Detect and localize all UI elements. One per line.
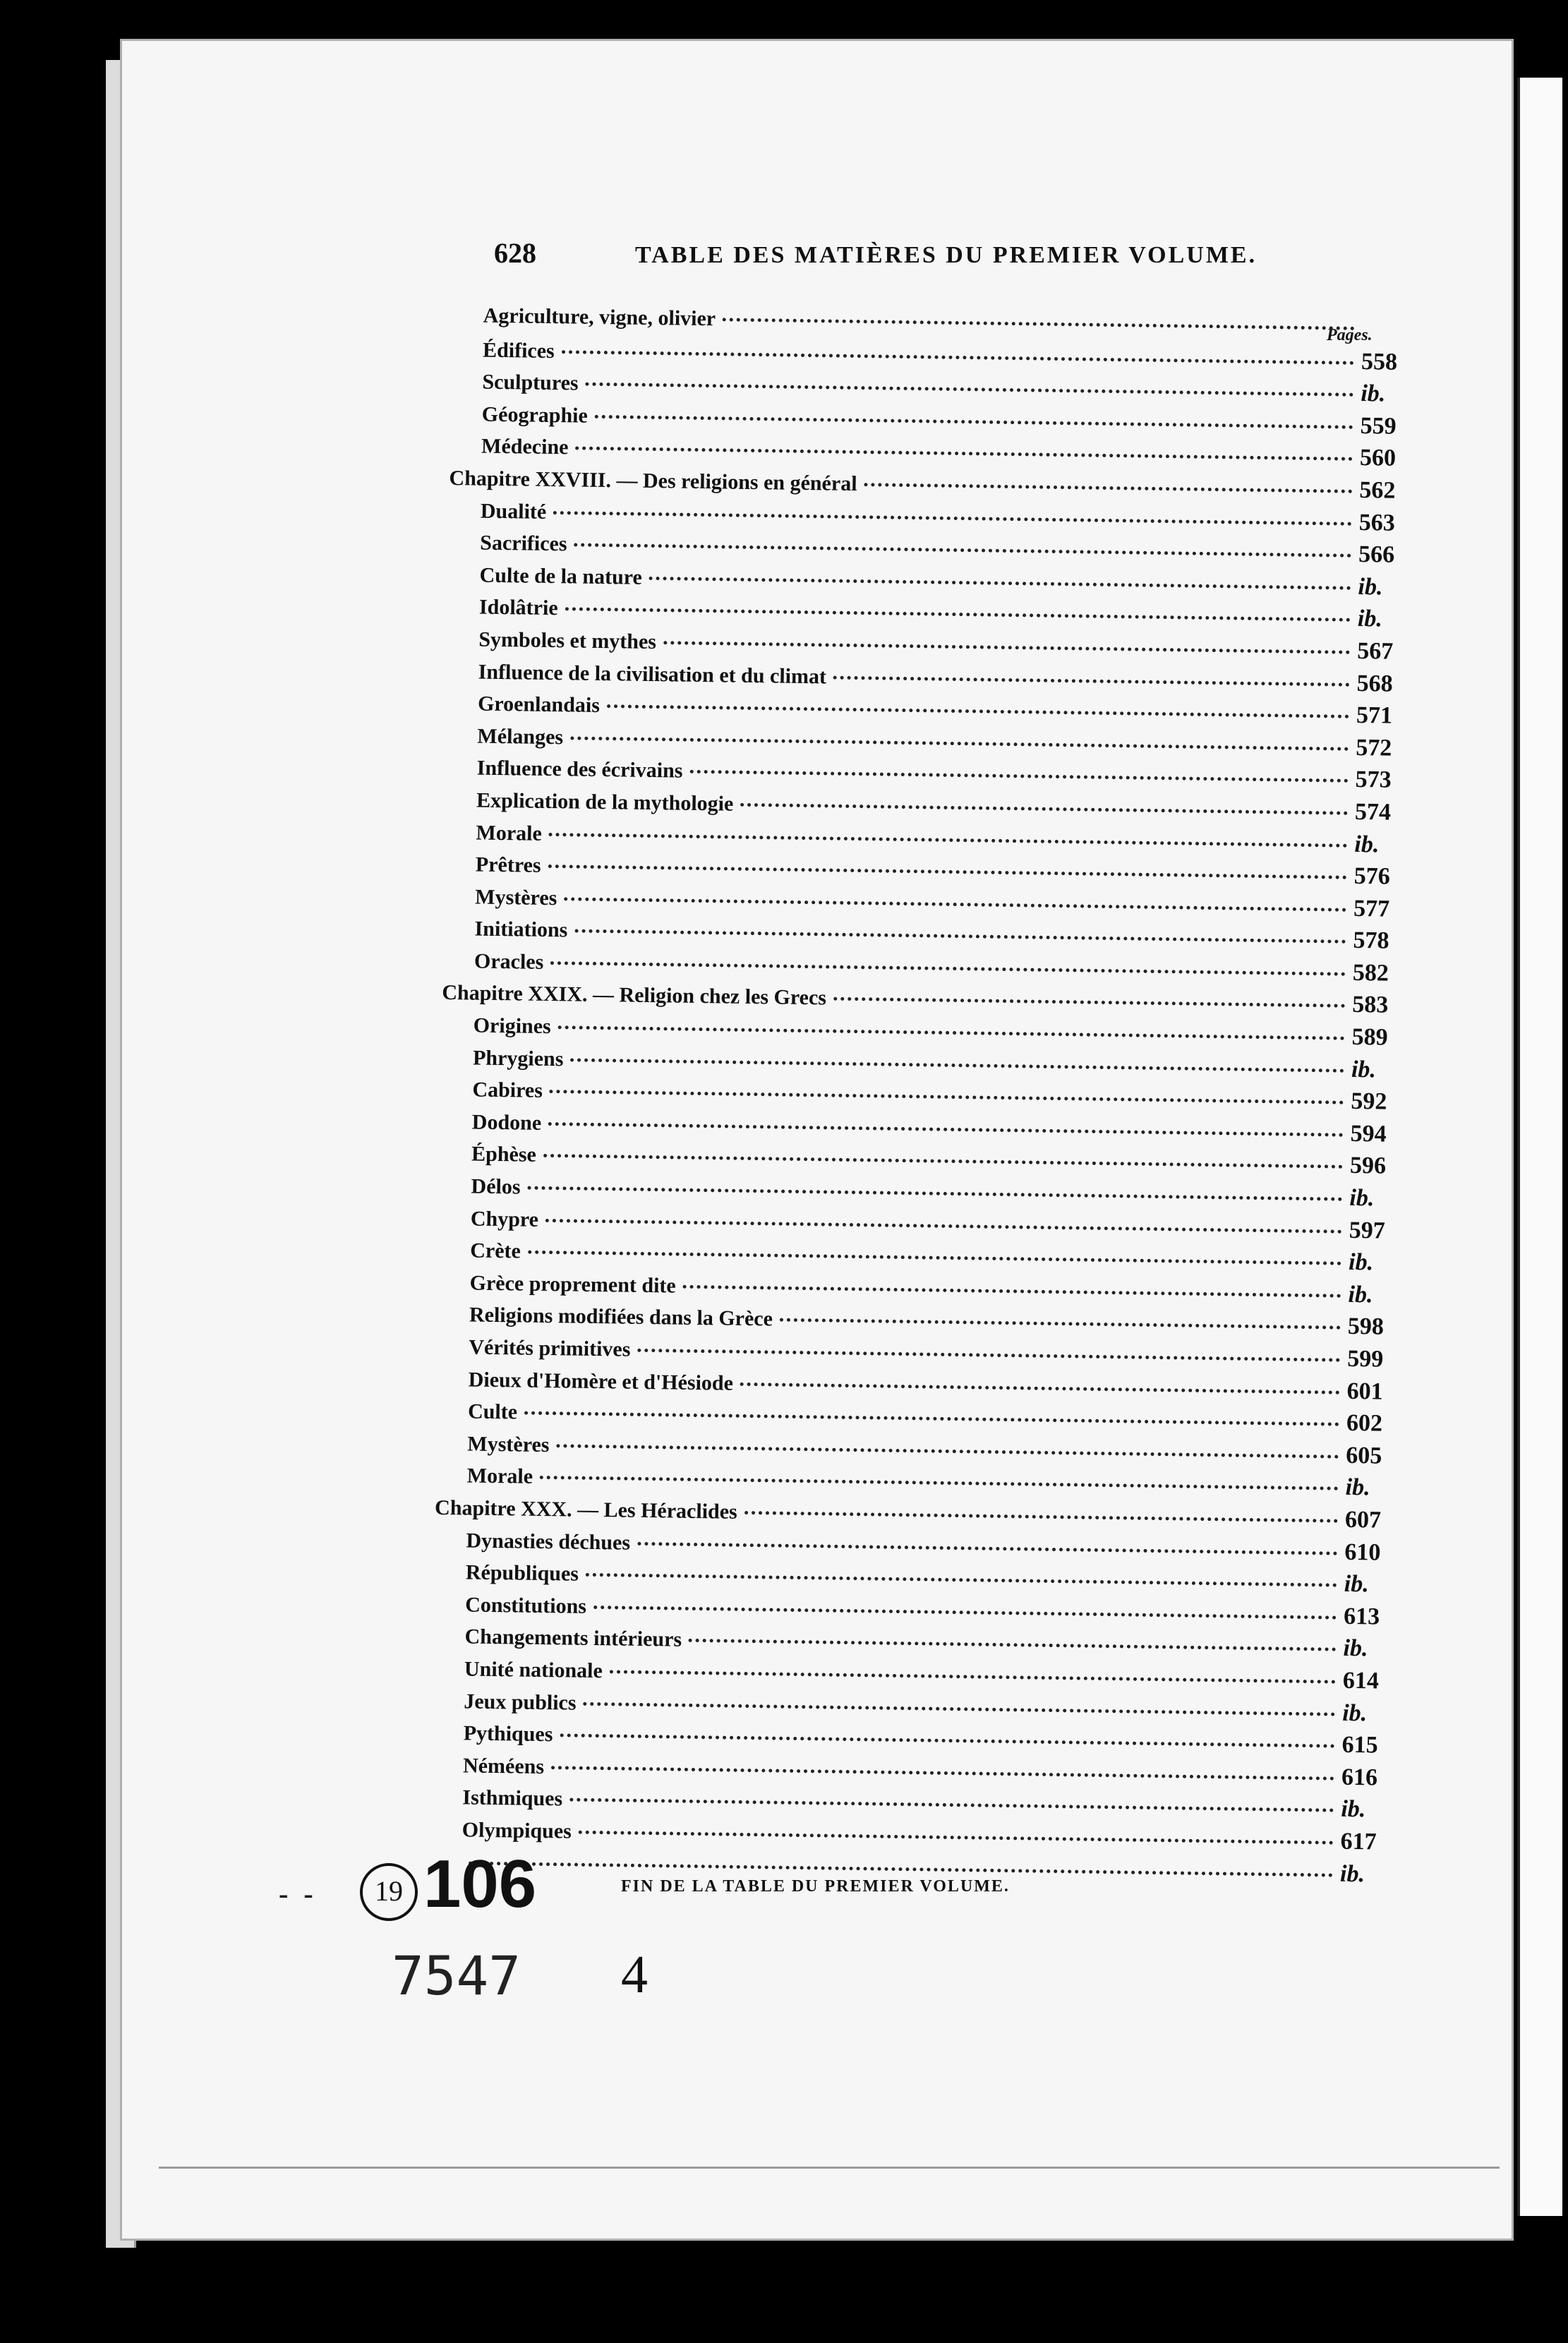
toc-entry-page: 578 <box>1353 927 1389 954</box>
toc-entry-page: 577 <box>1353 895 1390 922</box>
toc-entry-page: ib. <box>1341 1796 1366 1823</box>
toc-entry-title: Culte de la nature <box>479 563 643 589</box>
toc-entry-page: 617 <box>1340 1828 1377 1855</box>
dot-leader <box>780 1318 1341 1330</box>
toc-entry-title: Culte <box>467 1399 518 1424</box>
toc-entry-page: ib. <box>1341 1699 1368 1726</box>
dot-leader <box>689 1639 1336 1651</box>
toc-entry-page: 574 <box>1354 798 1392 826</box>
dot-leader <box>683 1285 1341 1298</box>
toc-entry-title: Mystères <box>467 1432 550 1457</box>
dot-leader <box>556 1444 1339 1458</box>
toc-entry-title: Unité nationale <box>464 1657 603 1683</box>
toc-entry-page: 605 <box>1346 1442 1382 1469</box>
dot-leader <box>637 1349 1340 1362</box>
toc-entry-title: Constitutions <box>465 1593 587 1618</box>
dot-leader <box>551 1766 1334 1780</box>
toc-entry-title: Chapitre XXX. — Les Héraclides <box>434 1495 737 1524</box>
toc-entry-page: 572 <box>1356 734 1392 761</box>
toc-entry-page: ib. <box>1354 831 1380 857</box>
toc-entry-title: Chapitre XXIX. — Religion chez les Grecs <box>442 981 827 1010</box>
dot-leader <box>562 350 1354 365</box>
dot-leader <box>550 961 1346 976</box>
toc-entry-title: Oracles <box>474 949 544 974</box>
dot-leader <box>689 770 1348 783</box>
toc-entry-page: 610 <box>1344 1538 1381 1566</box>
stamp-dash: - - <box>279 1878 318 1910</box>
toc-entry-page: ib. <box>1344 1570 1369 1598</box>
toc-entry-title: Dieux d'Homère et d'Hésiode <box>468 1368 734 1395</box>
toc-entry-page: 582 <box>1352 959 1389 987</box>
stamp-volume: 4 <box>621 1945 648 2004</box>
toc-entry-page: 566 <box>1358 541 1395 568</box>
toc-entry-page: ib. <box>1348 1249 1374 1276</box>
table-of-contents <box>430 303 1425 1893</box>
toc-entry-page: 616 <box>1341 1764 1378 1791</box>
toc-entry-title: Mystères <box>475 885 557 910</box>
toc-entry-page: 614 <box>1342 1667 1380 1694</box>
toc-entry-title: Républiques <box>465 1560 579 1586</box>
toc-entry-page: 613 <box>1343 1603 1380 1630</box>
dot-leader <box>740 1382 1340 1394</box>
dot-leader <box>548 865 1347 879</box>
toc-entry-page: 597 <box>1349 1217 1386 1244</box>
toc-entry-title: Dualité <box>480 499 547 524</box>
toc-entry-page: 558 <box>1361 348 1398 375</box>
dot-leader <box>584 1701 1336 1716</box>
dot-leader <box>469 1861 1333 1877</box>
running-title: TABLE DES MATIÈRES DU PREMIER VOLUME. <box>635 242 1258 268</box>
toc-entry-title: Jeux publics <box>464 1689 577 1715</box>
stamp-code: 7547 <box>392 1944 521 2007</box>
toc-entry-page: ib. <box>1357 606 1383 632</box>
dot-leader <box>550 1090 1344 1104</box>
toc-entry-page: 607 <box>1344 1506 1382 1534</box>
dot-leader <box>586 1573 1337 1587</box>
toc-entry-title: Délos <box>471 1174 521 1199</box>
toc-entry-title: Isthmiques <box>462 1785 563 1811</box>
toc-entry-title: Pythiques <box>463 1721 553 1747</box>
toc-entry-page: ib. <box>1345 1474 1370 1501</box>
dot-leader <box>593 1606 1337 1620</box>
dot-leader <box>595 415 1353 429</box>
dot-leader <box>740 803 1348 815</box>
toc-entry-title: Agriculture, vigne, olivier <box>483 303 716 331</box>
dot-leader <box>864 483 1352 493</box>
dot-leader <box>663 641 1350 654</box>
toc-entry-page: 560 <box>1359 445 1397 472</box>
toc-entry-title: Mélanges <box>477 724 564 749</box>
dot-leader <box>569 1798 1334 1812</box>
toc-entry-page: 589 <box>1351 1023 1388 1051</box>
dot-leader <box>549 832 1348 847</box>
stamp-circled-number: 19 <box>375 1875 403 1907</box>
dot-leader <box>524 1411 1339 1426</box>
toc-entry-title: Influence de la civilisation et du climat <box>478 660 827 688</box>
toc-entry-title: Néméens <box>462 1754 545 1778</box>
toc-entry-title: Chapitre XXVIII. — Des religions en général <box>449 466 857 496</box>
toc-entry-title: Phrygiens <box>472 1046 564 1071</box>
dot-leader <box>560 1733 1334 1747</box>
dot-leader <box>570 1058 1344 1072</box>
dot-leader <box>527 1186 1342 1201</box>
book-edge-right <box>1517 78 1562 2216</box>
toc-entry-page: 573 <box>1355 766 1392 793</box>
dot-leader <box>565 608 1351 622</box>
toc-entry-page: ib. <box>1343 1635 1368 1662</box>
pages-column-label: Pages. <box>1327 326 1373 344</box>
toc-entry-title: Éphèse <box>471 1142 537 1167</box>
toc-entry-title: Changements intérieurs <box>464 1625 682 1652</box>
toc-entry-title: Édifices <box>482 338 555 363</box>
toc-entry-page: ib. <box>1361 380 1386 407</box>
toc-entry-title: Symboles et mythes <box>478 627 657 654</box>
toc-entry-title: Prêtres <box>475 853 541 877</box>
dot-leader <box>574 929 1346 944</box>
toc-entry-title: Explication de la mythologie <box>476 788 734 816</box>
toc-entry-title: Médecine <box>481 434 569 459</box>
dot-leader <box>607 704 1349 718</box>
toc-entry-page: 599 <box>1346 1345 1384 1373</box>
dot-leader <box>723 318 1355 330</box>
dot-leader <box>570 736 1349 750</box>
dot-leader <box>586 383 1354 397</box>
toc-entry-title: Sculptures <box>482 370 579 395</box>
toc-entry-page: ib. <box>1349 1184 1375 1212</box>
toc-entry-title: Initiations <box>474 917 568 942</box>
toc-entry-page: 592 <box>1351 1088 1387 1115</box>
dot-leader <box>528 1251 1341 1265</box>
toc-entry-page: 594 <box>1350 1120 1387 1148</box>
toc-entry-page: ib. <box>1358 573 1383 601</box>
dot-leader <box>543 1154 1343 1169</box>
toc-entry-page: 601 <box>1346 1378 1383 1405</box>
toc-entry-page: 567 <box>1356 637 1394 665</box>
toc-entry-page: 602 <box>1346 1410 1383 1437</box>
toc-entry-title: Religions modifiées dans la Grèce <box>469 1303 773 1331</box>
toc-entry-title: Crète <box>470 1239 521 1263</box>
toc-entry-title: Chypre <box>470 1207 539 1231</box>
dot-leader <box>579 1831 1334 1845</box>
page-header <box>494 236 1270 279</box>
toc-entry-page: 568 <box>1356 670 1393 697</box>
toc-entry-page: 563 <box>1358 509 1396 536</box>
toc-entry-title: Dodone <box>471 1110 542 1135</box>
toc-entry-title: Groenlandais <box>477 692 601 718</box>
toc-entry-title: Origines <box>473 1013 551 1039</box>
dot-leader <box>833 997 1345 1008</box>
toc-entry-title: Vérités primitives <box>469 1335 631 1361</box>
toc-entry-page: 562 <box>1359 476 1396 504</box>
toc-entry-title: Grèce proprement dite <box>469 1271 676 1298</box>
toc-entry-page: ib. <box>1339 1860 1365 1887</box>
toc-entry-page: 571 <box>1356 702 1393 729</box>
toc-entry-page: 615 <box>1341 1731 1378 1759</box>
toc-entry-page: ib. <box>1351 1056 1377 1083</box>
toc-entry-title: Géographie <box>481 402 589 428</box>
dot-leader <box>574 543 1351 558</box>
dot-leader <box>548 1122 1344 1137</box>
dot-leader <box>610 1670 1336 1683</box>
dot-leader <box>545 1219 1342 1234</box>
toc-entry-page: 583 <box>1351 992 1389 1019</box>
stamp-circle <box>360 1863 418 1921</box>
dot-leader <box>744 1511 1338 1523</box>
dot-leader <box>558 1025 1345 1040</box>
dot-leader <box>637 1541 1337 1555</box>
toc-entry-page: 598 <box>1347 1313 1385 1340</box>
toc-entry-title: Dynasties déchues <box>466 1529 631 1555</box>
toc-entry-page: 559 <box>1360 412 1397 440</box>
dot-leader <box>575 447 1353 461</box>
toc-entry-title: Sacrifices <box>480 531 567 556</box>
dot-leader <box>833 675 1350 686</box>
toc-entry-page: 596 <box>1349 1152 1387 1180</box>
page-bottom-edge <box>159 2167 1500 2190</box>
page-number: 628 <box>494 237 536 269</box>
dot-leader <box>649 577 1351 590</box>
dot-leader <box>540 1476 1339 1490</box>
toc-entry-title: Olympiques <box>462 1818 572 1843</box>
end-note: FIN DE LA TABLE DU PREMIER VOLUME. <box>621 1877 1010 1896</box>
toc-entry-title: Morale <box>466 1464 533 1489</box>
toc-entry-title: Idolâtrie <box>478 595 558 620</box>
toc-entry-title: Influence des écrivains <box>476 756 683 783</box>
dot-leader <box>553 511 1352 526</box>
stamp-number: 106 <box>423 1846 537 1922</box>
toc-entry-title: Morale <box>476 821 543 845</box>
dot-leader <box>564 897 1346 911</box>
toc-entry-page: ib. <box>1348 1281 1373 1308</box>
toc-entry-page: 576 <box>1353 863 1391 890</box>
toc-entry-title: Cabires <box>472 1078 543 1103</box>
